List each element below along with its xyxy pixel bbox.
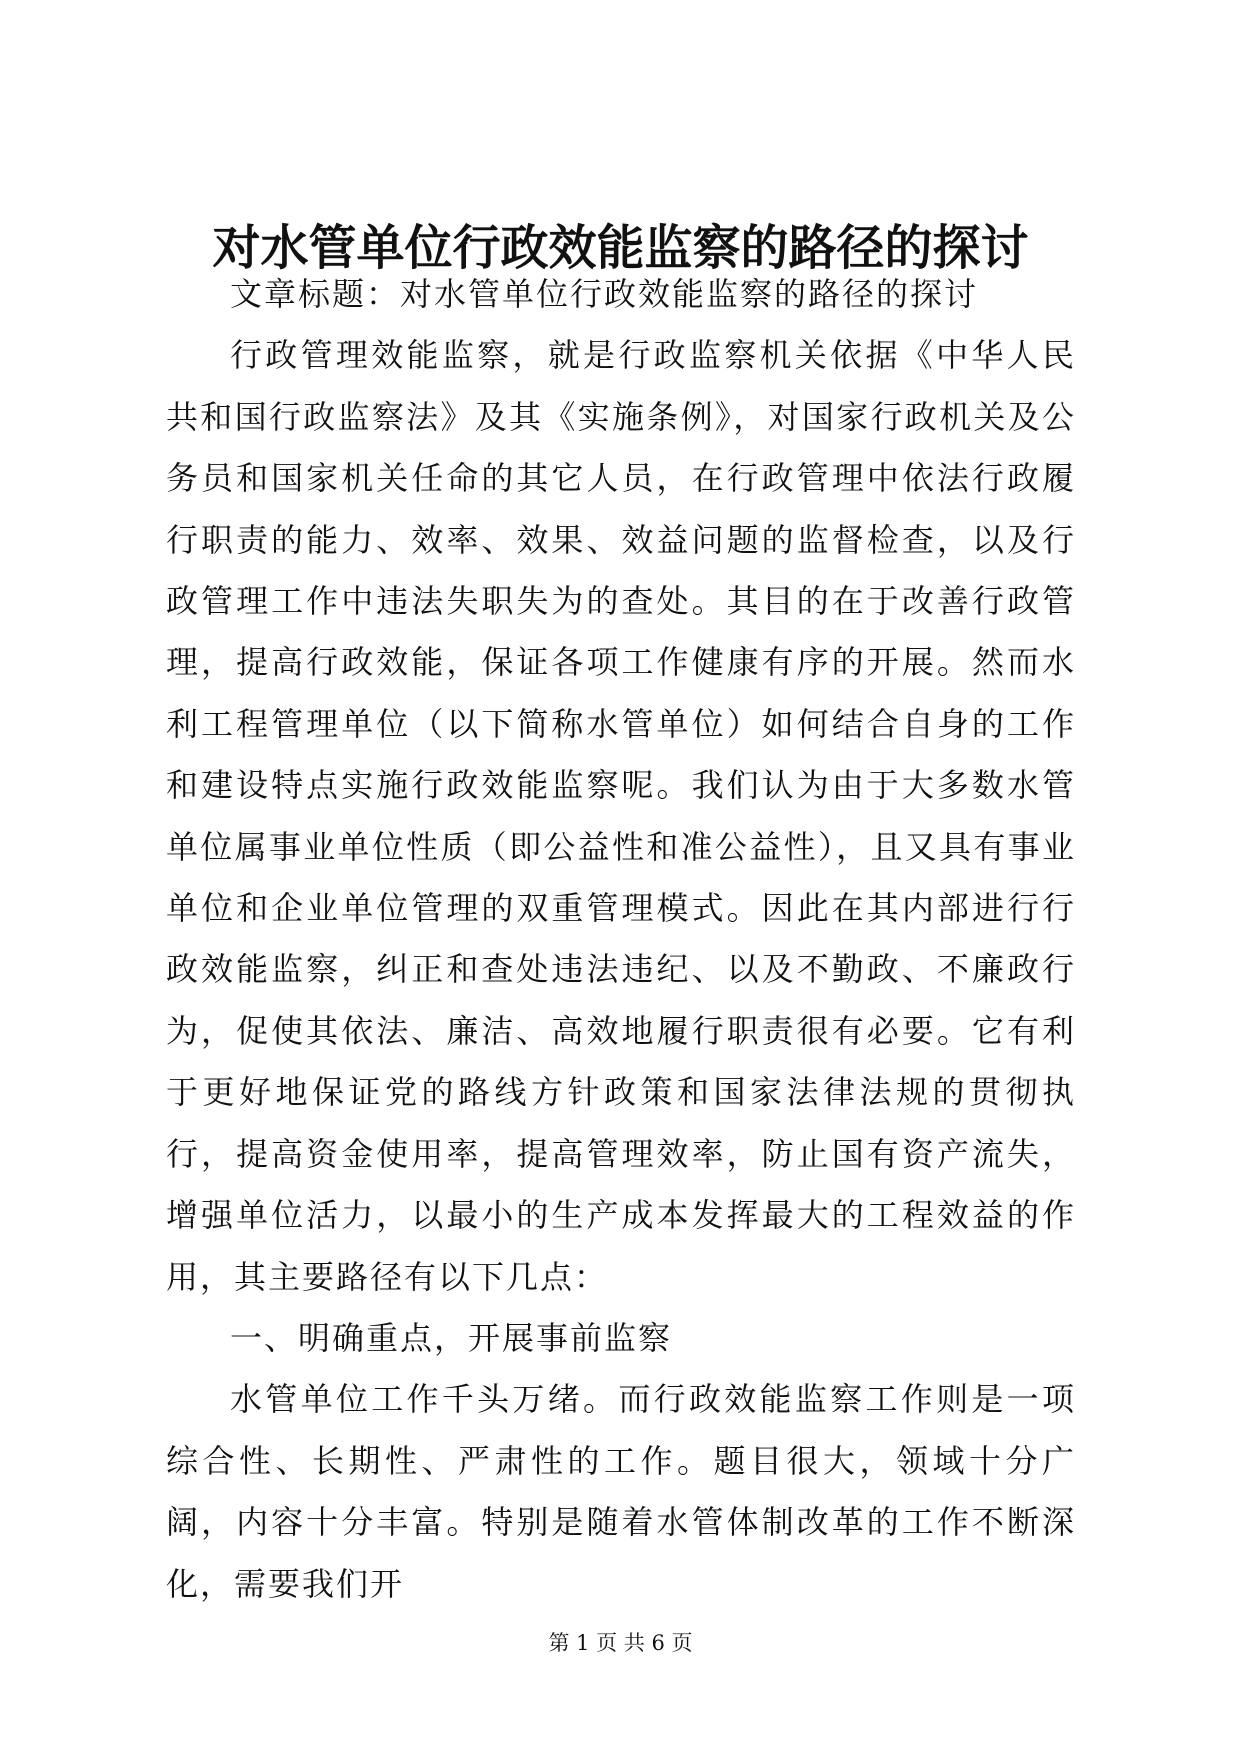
paragraph-intro: 行政管理效能监察，就是行政监察机关依据《中华人民共和国行政监察法》及其《实施条例》，对国家行政机关及公务员和国家机关任命的其它人员，在行政管理中依法行政履行职责的能力、效率、效果、效益问题的监督检查，以及行政管理工作中违法失职失为的查处。其目的在于改善行政管理，提高行政效能，保证各项工作健康有序的开展。然而水利工程管理单位（以下简称水管单位）如何结合自身的工作和建设特点实施行政效能监察呢。我们认为由于大多数水管单位属事业单位性质（即公益性和准公益性），且又具有事业单位和企业单位管理的双重管理模式。因此在其内部进行行政效能监察，纠正和查处违法违纪、以及不勤政、不廉政行为，促使其依法、廉洁、高效地履行职责很有必要。它有利于更好地保证党的路线方针政策和国家法律法规的贯彻执行，提高资金使用率，提高管理效率，防止国有资产流失，增强单位活力，以最小的生产成本发挥最大的工程效益的作用，其主要路径有以下几点： (166, 336, 1076, 1296)
page-number-footer: 第 1 页 共 6 页 (548, 1631, 693, 1655)
article-title-line: 文章标题：对水管单位行政效能监察的路径的探讨 (230, 275, 979, 313)
paragraph-section-1: 水管单位工作千头万绪。而行政效能监察工作则是一项综合性、长期性、严肃性的工作。题目很大，领域十分广阔，内容十分丰富。特别是随着水管体制改革的工作不断深化，需要我们开 (166, 1380, 1076, 1603)
document-title: 对水管单位行政效能监察的路径的探讨 (212, 220, 1029, 276)
section-heading-1: 一、明确重点，开展事前监察 (230, 1318, 673, 1357)
document-body (166, 264, 1076, 1615)
